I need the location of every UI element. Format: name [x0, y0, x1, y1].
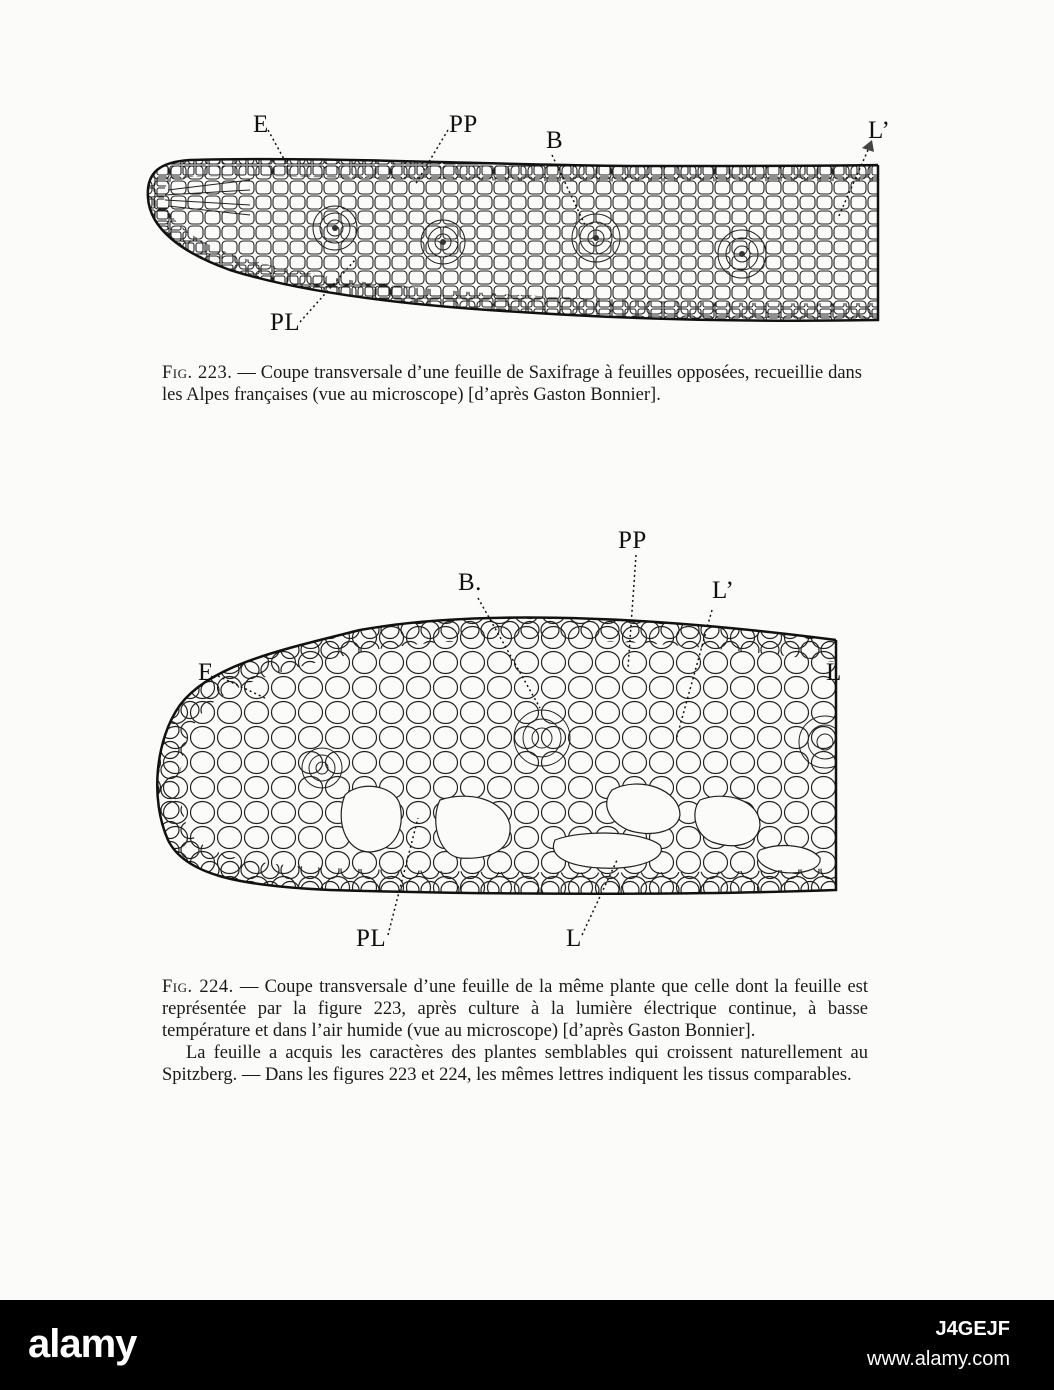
label-224-l-right: L [826, 659, 842, 686]
label-223-e: E [253, 111, 269, 138]
label-224-l: L [566, 925, 582, 952]
figure-224-leaf-cross-section [0, 520, 1054, 970]
label-223-pp: PP [449, 111, 478, 138]
image-id: J4GEJF [935, 1318, 1010, 1340]
leaf-224-tissue [150, 600, 851, 900]
figure-223-caption-text: — Coupe transversale d’une feuille de Saxifrage à feuilles opposées, recueillie dans les Alpes françaises (vue au microscope) [d’après Gaston Bonnier]. [162, 363, 862, 405]
figure-224-caption [162, 976, 868, 1086]
figure-223-caption [162, 362, 862, 406]
site-url: www.alamy.com [867, 1348, 1010, 1370]
watermark-footer-bar [0, 1300, 1054, 1390]
label-224-pl: PL [356, 925, 387, 952]
label-224-b: B. [458, 569, 482, 596]
figure-223-number: Fig. 223. [162, 363, 233, 383]
label-224-l-prime: L’ [712, 577, 735, 604]
label-224-pp: PP [618, 527, 647, 554]
label-223-b: B [546, 127, 564, 154]
figure-224-caption-paragraph-2: La feuille a acquis les caractères des plantes semblables qui croissent naturellement au Spitzberg. — Dans les figures 223 et 224, les mêmes lettres indiquent les tissus comparables. [162, 1043, 868, 1085]
label-223-l-prime: L’ [868, 117, 891, 144]
label-223-pl: PL [270, 309, 301, 336]
figure-223-leaf-cross-section [0, 95, 1054, 355]
alamy-logo: alamy [28, 1322, 137, 1366]
figure-224-caption-text: — Coupe transversale d’une feuille de la même plante que celle dont la feuille est représentée par la figure 223, après culture à la lumière électrique continue, à basse température et dans l’air humide (vue au microscope) [d’après Gaston Bonnier]. [162, 977, 868, 1041]
leaf-223-tissue [140, 150, 885, 330]
label-224-e: E [198, 659, 214, 686]
figure-224-number: Fig. 224. [162, 977, 234, 997]
